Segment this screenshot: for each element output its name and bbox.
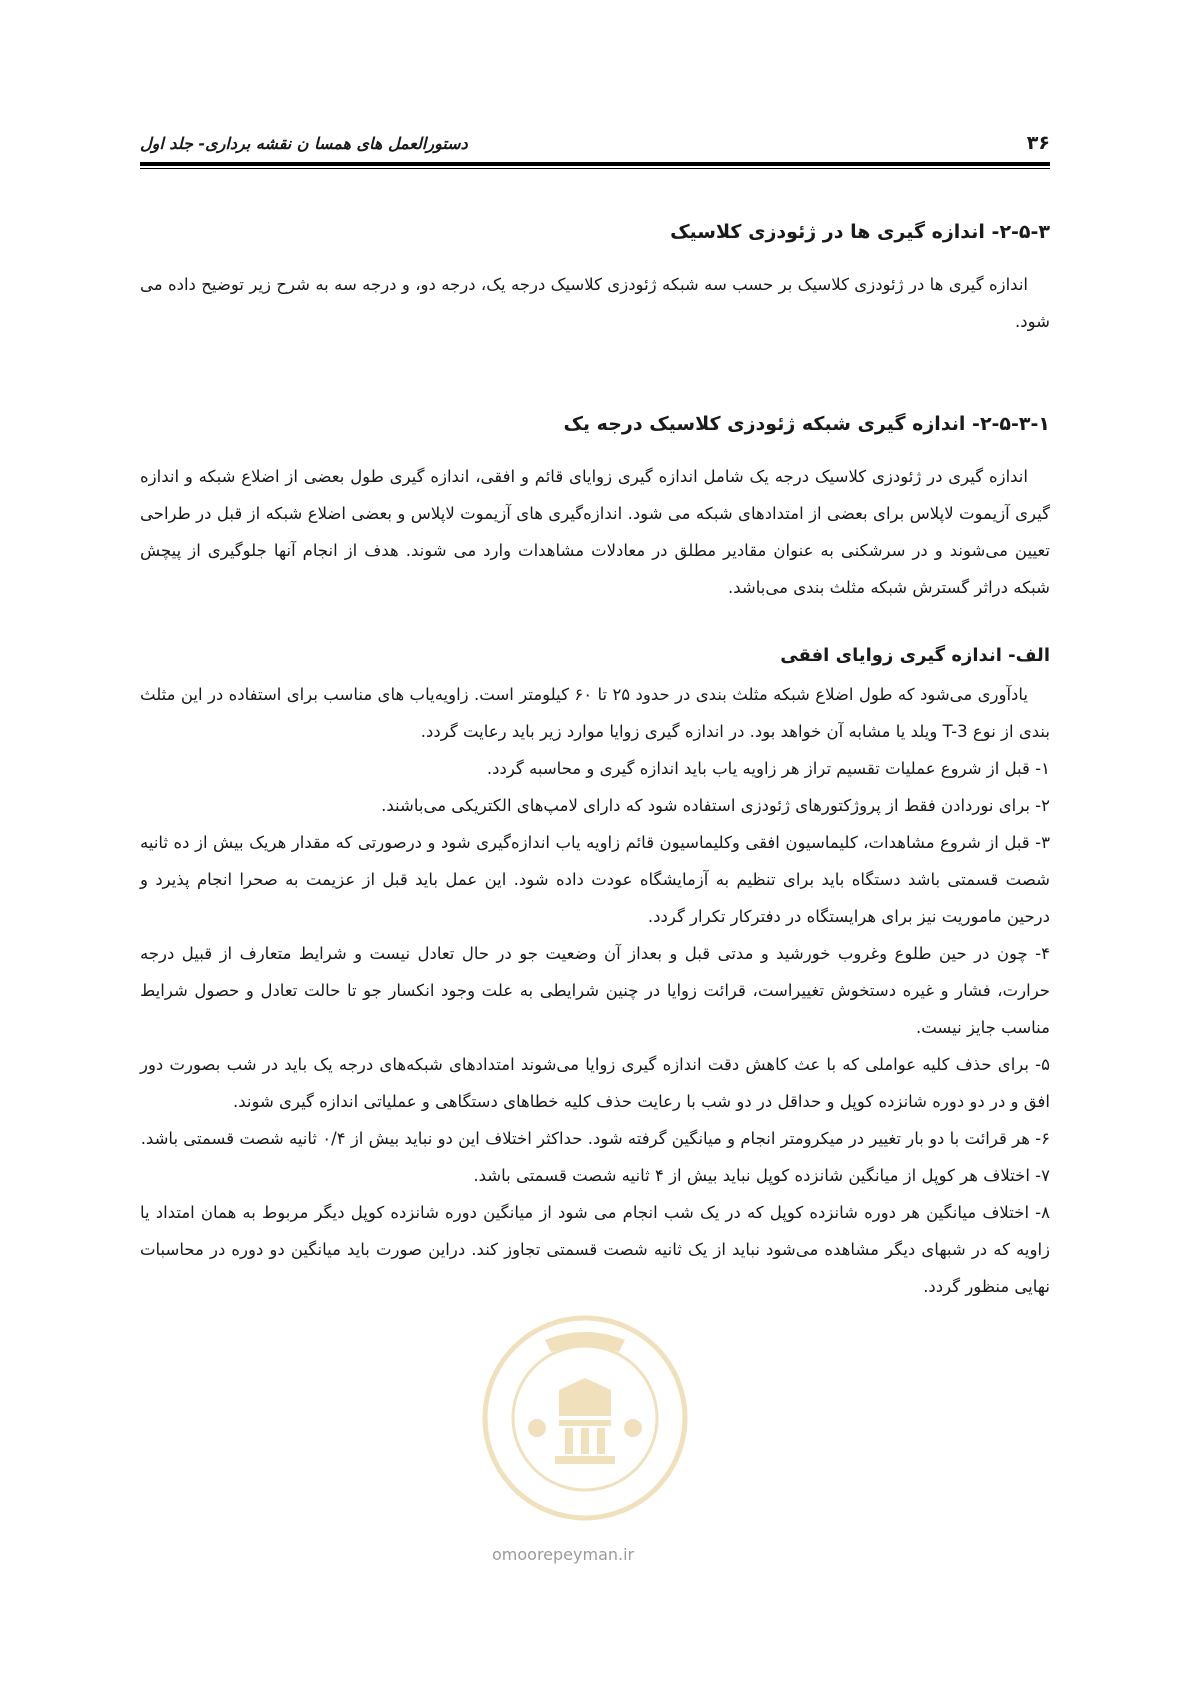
list-item: ۱- قبل از شروع عملیات تقسیم تراز هر زاویه یاب باید اندازه گیری و محاسبه گردد. bbox=[486, 759, 1050, 778]
header-rule-thin bbox=[140, 168, 1050, 169]
header-rule-thick bbox=[140, 162, 1050, 166]
page-number: ۳۶ bbox=[1026, 132, 1050, 154]
watermark-site-url: omoorepeyman.ir bbox=[492, 1545, 635, 1564]
list-item: ۳- قبل از شروع مشاهدات، کلیماسیون افقی وکلیماسیون قائم زاویه یاب اندازه‌گیری شود و درصورتی که مقدار هریک بیش از ده ثانیه شصت قسمتی باشد دستگاه باید برای تنظیم به آزمایشگاه عودت داده شود. این عمل باید قبل از عزیمت به صحرا انجام پذیرد و درحین ماموریت نیز برای هرایستگاه در دفترکار تکرار گردد. bbox=[140, 833, 1050, 926]
list-item: ۵- برای حذف کلیه عواملی که با عث کاهش دقت اندازه گیری زوایا می‌شوند امتدادهای شبکه‌های درجه یک باید در شب بصورت دور افق و در دو دوره شانزده کوپل و حداقل در دو شب با رعایت حذف کلیه خطاهای دستگاهی و عملیاتی اندازه گیری شوند. bbox=[140, 1055, 1050, 1111]
omoore-peyman-seal-icon bbox=[475, 1308, 695, 1528]
page-header bbox=[140, 128, 1050, 164]
section-heading-2-5-3-1: ۲-۵-۳-۱- اندازه گیری شبکه ژئودزی کلاسیک درجه یک bbox=[563, 413, 1050, 435]
list-item: ۲- برای نوردادن فقط از پروژکتورهای ژئودزی استفاده شود که دارای لامپ‌های الکتریکی می‌باشند. bbox=[381, 796, 1050, 815]
subsection-intro: یادآوری می‌شود که طول اضلاع شبکه مثلث بندی در حدود ۲۵ تا ۶۰ کیلومتر است. زاویه‌یاب های مناسب برای استفاده در این مثلث بندی از نوع T-3 ویلد یا مشابه آن خواهد بود. در اندازه گیری زوایا موارد زیر باید رعایت گردد. bbox=[140, 685, 1050, 741]
list-item: ۴- چون در حین طلوع وغروب خورشید و مدتی قبل و بعداز آن وضعیت جو در حال تعادل نیست و شرایط متعارف از قبیل درجه حرارت، فشار و غیره دستخوش تغییراست، قرائت زوایا در چنین شرایطی به علت وجود انکسار جو تا حالت تعادل و حصول شرایط مناسب جایز نیست. bbox=[140, 944, 1050, 1037]
section-paragraph-2-5-3-1: اندازه گیری در ژئودزی کلاسیک درجه یک شامل اندازه گیری زوایای قائم و افقی، اندازه گیری طول بعضی از اضلاع شبکه و اندازه گیری آزیموت لاپلاس برای بعضی از امتدادهای شبکه می شود. اندازه‌گیری های آزیموت لاپلاس و بعضی اضلاع شبکه از قبل در طراحی تعیین می‌شوند و در سرشکنی به عنوان مقادیر مطلق در معادلات مشاهدات وارد می شوند. هدف از انجام آنها جلوگیری از پیچش شبکه دراثر گسترش شبکه مثلث بندی می‌باشد. bbox=[140, 467, 1050, 597]
section-paragraph-2-5-3: اندازه گیری ها در ژئودزی کلاسیک بر حسب سه شبکه ژئودزی کلاسیک درجه یک، درجه دو، و درجه سه به شرح زیر توضیح داده می شود. bbox=[140, 275, 1050, 331]
list-item: ۷- اختلاف هر کوپل از میانگین شانزده کوپل نباید بیش از ۴ ثانیه شصت قسمتی باشد. bbox=[473, 1166, 1050, 1185]
subsection-heading-alef: الف- اندازه گیری زوایای افقی bbox=[780, 645, 1050, 666]
running-title: دستورالعمل های همسا ن نقشه برداری- جلد اول bbox=[140, 134, 468, 153]
page-body bbox=[140, 212, 1050, 1305]
list-item: ۸- اختلاف میانگین هر دوره شانزده کوپل که در یک شب انجام می شود از میانگین دوره شانزده کوپل دیگر مربوط به همان امتداد یا زاویه که در شبهای دیگر مشاهده می‌شود نباید از یک ثانیه شصت قسمتی تجاوز کند. دراین صورت باید میانگین دو دوره در محاسبات نهایی منظور گردد. bbox=[140, 1203, 1050, 1296]
list-item: ۶- هر قرائت با دو بار تغییر در میکرومتر انجام و میانگین گرفته شود. حداکثر اختلاف این دو نباید بیش از ۰/۴ ثانیه شصت قسمتی باشد. bbox=[140, 1129, 1050, 1148]
section-heading-2-5-3: ۲-۵-۳- اندازه گیری ها در ژئودزی کلاسیک bbox=[670, 221, 1050, 243]
